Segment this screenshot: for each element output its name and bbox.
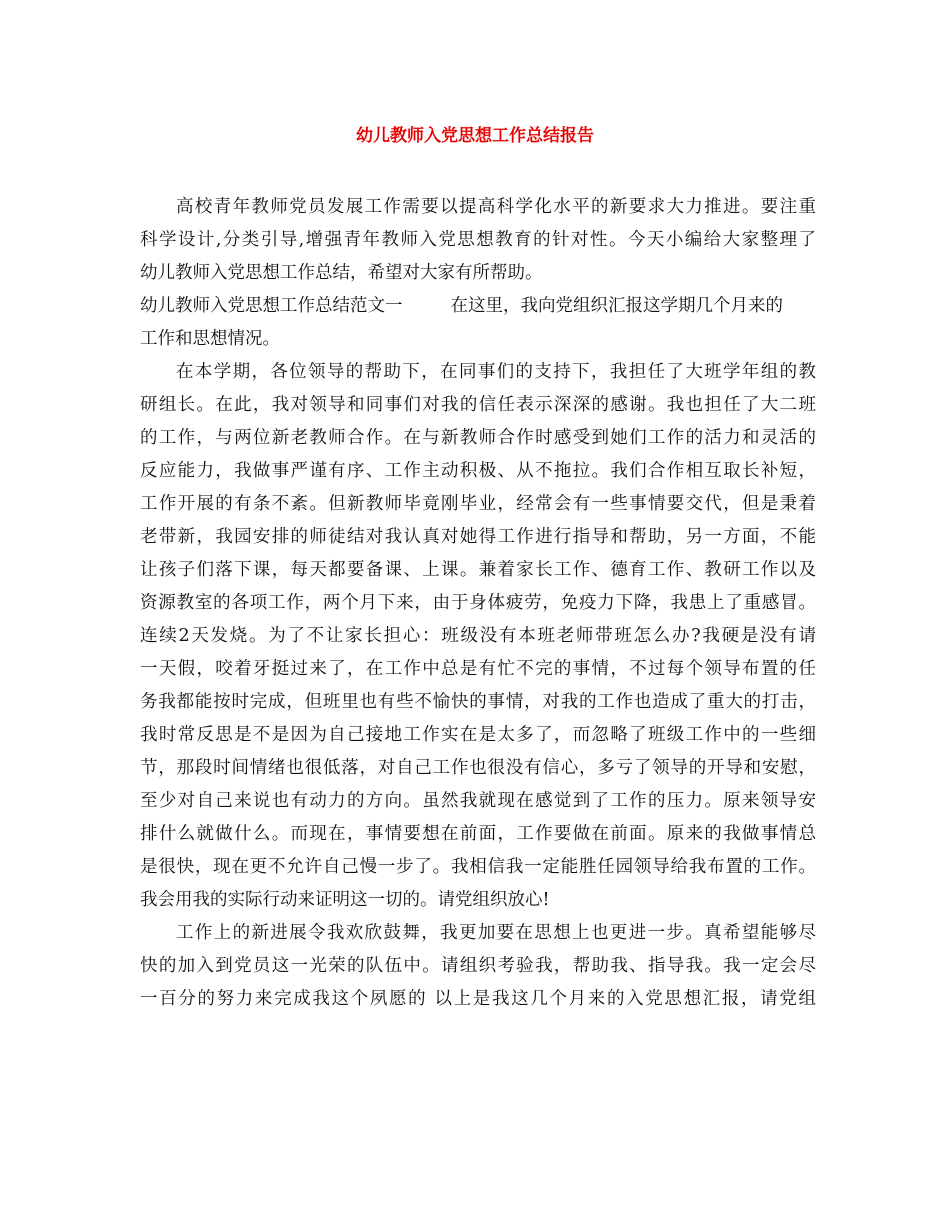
paragraph-line: 至少对自己来说也有动力的方向。虽然我就现在感觉到了工作的压力。原来领导安 xyxy=(140,791,816,811)
paragraph-line: 让孩子们落下课，每天都要备课、上课。兼着家长工作、德育工作、教研工作以及 xyxy=(140,560,816,580)
paragraph-line: 务我都能按时完成，但班里也有些不愉快的事情，对我的工作也造成了重大的打击， xyxy=(140,692,816,712)
document-body xyxy=(140,191,816,1016)
section-heading-line xyxy=(140,290,816,323)
paragraph-text: 在这里，我向党组织汇报这学期几个月来的 xyxy=(450,296,783,316)
paragraph-line: 一天假，咬着牙挺过来了，在工作中总是有忙不完的事情，不过每个领导布置的任 xyxy=(140,659,816,679)
paragraph-line: 工作上的新进展令我欢欣鼓舞，我更加要在思想上也更进一步。真希望能够尽 xyxy=(176,923,816,943)
paragraph-line: 的工作，与两位新老教师合作。在与新教师合作时感受到她们工作的活力和灵活的 xyxy=(140,428,816,448)
paragraph-line: 我时常反思是不是因为自己接地工作实在是太多了，而忽略了班级工作中的一些细 xyxy=(140,725,816,745)
paragraph-line: 反应能力，我做事严谨有序、工作主动积极、从不拖拉。我们合作相互取长补短， xyxy=(140,461,816,481)
paragraph-line: 节，那段时间情绪也很低落，对自己工作也很没有信心，多亏了领导的开导和安慰， xyxy=(140,758,816,778)
paragraph-line: 一百分的努力来完成我这个夙愿的 以上是我这几个月来的入党思想汇报，请党组 xyxy=(140,989,816,1009)
paragraph-line: 排什么就做什么。而现在，事情要想在前面，工作要做在前面。原来的我做事情总 xyxy=(140,824,816,844)
paragraph-line: 在本学期，各位领导的帮助下，在同事们的支持下，我担任了大班学年组的教 xyxy=(176,362,816,382)
paragraph-line: 老带新，我园安排的师徒结对我认真对她得工作进行指导和帮助，另一方面，不能 xyxy=(140,527,816,547)
paragraph-line: 是很快，现在更不允许自己慢一步了。我相信我一定能胜任园领导给我布置的工作。 xyxy=(140,857,816,877)
paragraph-line: 工作开展的有条不紊。但新教师毕竟刚毕业，经常会有一些事情要交代，但是秉着 xyxy=(140,494,816,514)
paragraph-line: 科学设计,分类引导,增强青年教师入党思想教育的针对性。今天小编给大家整理了 xyxy=(140,230,816,250)
paragraph-line: 我会用我的实际行动来证明这一切的。请党组织放心! xyxy=(140,890,550,910)
paragraph-line: 研组长。在此，我对领导和同事们对我的信任表示深深的感谢。我也担任了大二班 xyxy=(140,395,816,415)
section-heading: 幼儿教师入党思想工作总结范文一 xyxy=(140,296,403,316)
paragraph-line: 幼儿教师入党思想工作总结，希望对大家有所帮助。 xyxy=(140,263,543,283)
paragraph-line: 快的加入到党员这一光荣的队伍中。请组织考验我，帮助我、指导我。我一定会尽 xyxy=(140,956,816,976)
paragraph-line: 资源教室的各项工作，两个月下来，由于身体疲劳，免疫力下降，我患上了重感冒。 xyxy=(140,593,816,613)
paragraph-line: 连续2天发烧。为了不让家长担心：班级没有本班老师带班怎么办?我硬是没有请 xyxy=(140,626,816,646)
paragraph-line: 高校青年教师党员发展工作需要以提高科学化水平的新要求大力推进。要注重 xyxy=(176,197,816,217)
paragraph-line: 工作和思想情况。 xyxy=(140,329,280,349)
document-title: 幼儿教师入党思想工作总结报告 xyxy=(356,126,594,146)
